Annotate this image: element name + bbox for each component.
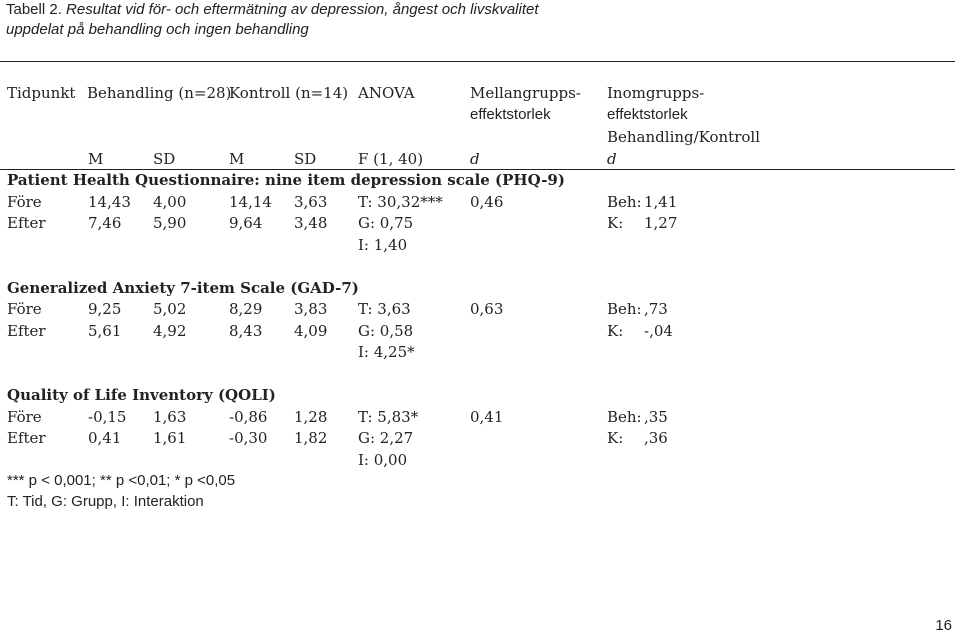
section-title-phq9: Patient Health Questionnaire: nine item depression scale (PHQ-9)	[7, 171, 565, 189]
cell-anova: T: 3,63	[358, 300, 411, 318]
footnote-significance: *** p < 0,001; ** p <0,01; * p <0,05	[7, 472, 236, 489]
cell-d-between: 0,46	[470, 193, 504, 211]
cell-m2: 9,64	[229, 214, 263, 232]
cell-m1: 5,61	[88, 322, 122, 340]
footnote-abbreviations: T: Tid, G: Grupp, I: Interaktion	[7, 493, 204, 510]
cell-d-within: 1,27	[644, 214, 678, 232]
cell-d-within: ,73	[644, 300, 668, 318]
header-d-within: d	[607, 150, 617, 168]
caption-lead: Tabell 2.	[6, 1, 62, 18]
cell-anova-interaction: I: 1,40	[358, 236, 408, 254]
cell-m1: 7,46	[88, 214, 122, 232]
section-title-gad7: Generalized Anxiety 7-item Scale (GAD-7)	[7, 279, 359, 297]
cell-d-within-label: Beh:	[607, 408, 642, 426]
cell-d-between: 0,41	[470, 408, 504, 426]
cell-m1: -0,15	[88, 408, 127, 426]
header-mellangrupps-line2: effektstorlek	[470, 106, 551, 123]
cell-sd1: 5,02	[153, 300, 187, 318]
header-m-kontroll: M	[229, 150, 245, 168]
row-label: Före	[7, 193, 42, 211]
header-anova: ANOVA	[358, 84, 415, 102]
cell-sd1: 1,61	[153, 429, 187, 447]
row-label: Före	[7, 408, 42, 426]
cell-m1: 0,41	[88, 429, 122, 447]
cell-d-within-label: Beh:	[607, 300, 642, 318]
row-label: Före	[7, 300, 42, 318]
cell-anova-interaction: I: 0,00	[358, 451, 408, 469]
cell-sd1: 1,63	[153, 408, 187, 426]
header-mellangrupps: Mellangrupps-	[470, 84, 581, 102]
caption-title-line2: uppdelat på behandling och ingen behandling	[6, 21, 309, 38]
header-inomgrupps-line2: effektstorlek	[607, 106, 688, 123]
cell-sd1: 5,90	[153, 214, 187, 232]
row-label: Efter	[7, 214, 46, 232]
header-tidpunkt: Tidpunkt	[7, 84, 76, 102]
header-d-between: d	[470, 150, 480, 168]
cell-anova-interaction: I: 4,25*	[358, 343, 415, 361]
cell-d-between: 0,63	[470, 300, 504, 318]
header-inomgrupps-line3: Behandling/Kontroll	[607, 128, 760, 146]
cell-d-within: 1,41	[644, 193, 678, 211]
cell-anova: G: 0,58	[358, 322, 414, 340]
cell-m1: 14,43	[88, 193, 131, 211]
section-title-qoli: Quality of Life Inventory (QOLI)	[7, 386, 276, 404]
header-sd-behandling: SD	[153, 150, 176, 168]
cell-anova: G: 0,75	[358, 214, 414, 232]
cell-sd2: 1,82	[294, 429, 328, 447]
cell-sd2: 3,83	[294, 300, 328, 318]
cell-sd2: 3,48	[294, 214, 328, 232]
header-f-stat: F (1, 40)	[358, 150, 424, 168]
row-label: Efter	[7, 429, 46, 447]
cell-d-within: ,36	[644, 429, 668, 447]
cell-d-within-label: K:	[607, 429, 624, 447]
cell-d-within-label: K:	[607, 214, 624, 232]
cell-anova: T: 5,83*	[358, 408, 419, 426]
page-number: 16	[935, 617, 952, 634]
cell-sd1: 4,00	[153, 193, 187, 211]
table-caption	[6, 0, 539, 20]
cell-m2: 8,43	[229, 322, 263, 340]
header-m-behandling: M	[88, 150, 104, 168]
cell-m2: 14,14	[229, 193, 272, 211]
cell-m1: 9,25	[88, 300, 122, 318]
cell-d-within-label: Beh:	[607, 193, 642, 211]
header-kontroll: Kontroll (n=14)	[229, 84, 349, 102]
cell-anova: G: 2,27	[358, 429, 414, 447]
cell-m2: 8,29	[229, 300, 263, 318]
cell-sd1: 4,92	[153, 322, 187, 340]
table-top-rule	[0, 61, 955, 62]
cell-m2: -0,30	[229, 429, 268, 447]
cell-anova: T: 30,32***	[358, 193, 443, 211]
cell-m2: -0,86	[229, 408, 268, 426]
cell-d-within: -,04	[644, 322, 673, 340]
cell-sd2: 1,28	[294, 408, 328, 426]
row-label: Efter	[7, 322, 46, 340]
cell-sd2: 4,09	[294, 322, 328, 340]
header-behandling: Behandling (n=28)	[87, 84, 232, 102]
caption-title-line1: Resultat vid för- och eftermätning av depression, ångest och livskvalitet	[66, 1, 539, 18]
cell-d-within-label: K:	[607, 322, 624, 340]
header-sd-kontroll: SD	[294, 150, 317, 168]
cell-d-within: ,35	[644, 408, 668, 426]
cell-sd2: 3,63	[294, 193, 328, 211]
header-inomgrupps: Inomgrupps-	[607, 84, 705, 102]
header-bottom-rule	[0, 169, 955, 170]
